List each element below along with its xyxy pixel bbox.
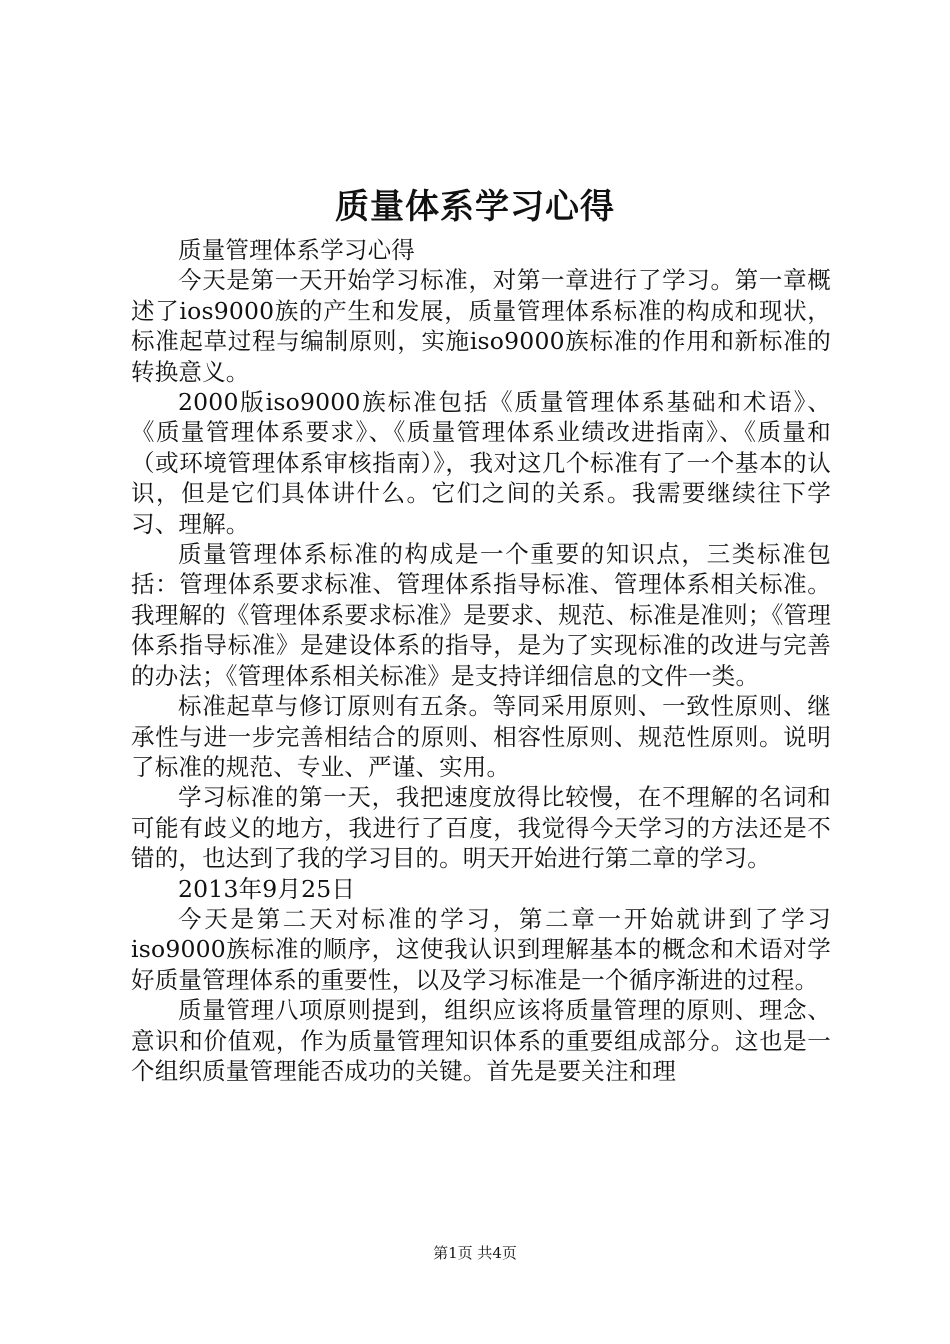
paragraph: 今天是第二天对标准的学习，第二章一开始就讲到了学习iso9000族标准的顺序，这使我认识到理解基本的概念和术语对学好质量管理体系的重要性，以及学习标准是一个循序渐进的过程。: [131, 904, 831, 994]
paragraph: 质量管理体系标准的构成是一个重要的知识点，三类标准包括：管理体系要求标准、管理体系指导标准、管理体系相关标准。我理解的《管理体系要求标准》是要求、规范、标准是准则；《管理体系指导标准》是建设体系的指导，是为了实现标准的改进与完善的办法；《管理体系相关标准》是支持详细信息的文件一类。: [131, 540, 831, 690]
paragraph: 2000版iso9000族标准包括《质量管理体系基础和术语》、《质量管理体系要求》、《质量管理体系业绩改进指南》、《质量和（或环境管理体系审核指南）》，我对这几个标准有了一个基本的认识，但是它们具体讲什么。它们之间的关系。我需要继续往下学习、理解。: [131, 388, 831, 538]
page-footer: 第1页 共4页: [433, 1244, 517, 1262]
document-body: [131, 235, 831, 1086]
paragraph: 今天是第一天开始学习标准，对第一章进行了学习。第一章概述了ios9000族的产生和发展，质量管理体系标准的构成和现状，标准起草过程与编制原则，实施iso9000族标准的作用和新标准的转换意义。: [131, 266, 831, 386]
paragraph: 质量管理八项原则提到，组织应该将质量管理的原则、理念、意识和价值观，作为质量管理知识体系的重要组成部分。这也是一个组织质量管理能否成功的关键。首先是要关注和理: [131, 996, 831, 1085]
paragraph-date: 2013年9月25日: [178, 874, 356, 903]
document-title: 质量体系学习心得: [335, 187, 615, 227]
paragraph: 学习标准的第一天，我把速度放得比较慢，在不理解的名词和可能有歧义的地方，我进行了百度，我觉得今天学习的方法还是不错的，也达到了我的学习目的。明天开始进行第二章的学习。: [131, 783, 831, 873]
paragraph-subtitle: 质量管理体系学习心得: [178, 236, 415, 264]
paragraph: 标准起草与修订原则有五条。等同采用原则、一致性原则、继承性与进一步完善相结合的原则、相容性原则、规范性原则。说明了标准的规范、专业、严谨、实用。: [131, 692, 831, 781]
